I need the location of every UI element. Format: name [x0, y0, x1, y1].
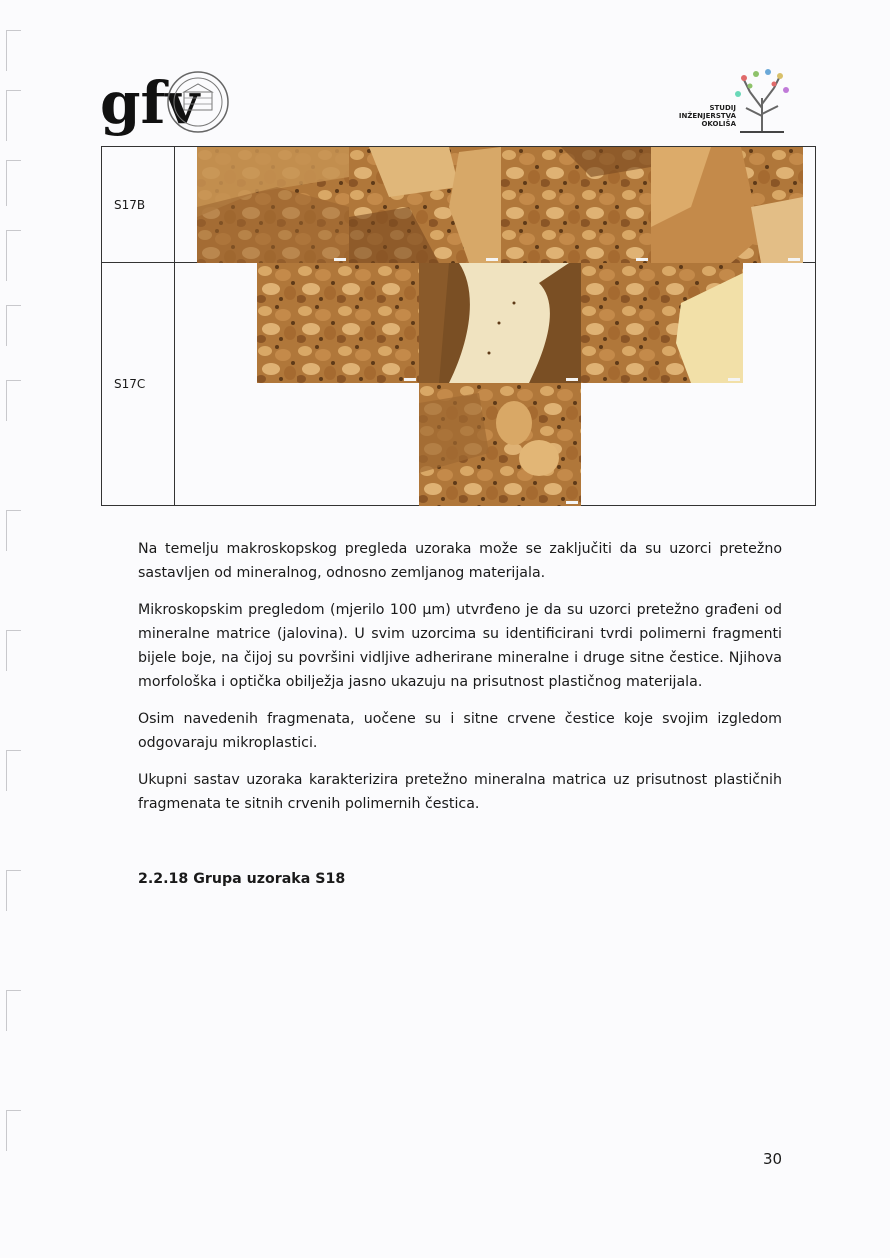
- paragraph: Osim navedenih fragmenata, uočene su i sitne crvene čestice koje svojim izgledom odgovaraju mikroplastici.: [138, 711, 782, 751]
- sample-table: [101, 146, 816, 506]
- paragraph: Mikroskopskim pregledom (mjerilo 100 µm) utvrđeno je da su uzorci pretežno građeni od mineralne matrice (jalovina). U svim uzorcima su identificirani tvrdi polimerni fragmenti bijele boje, na čijoj su površini vidljive adherirane mineralne i druge sitne čestice. Njihova morfološka i optička obilježja jasno ukazuju na prisutnost plastičnog materijala.: [138, 602, 782, 690]
- micrograph-image: [651, 147, 803, 263]
- logo-line-1: STUDIJ: [709, 104, 736, 112]
- logo-line-2: INŽENJERSTVA: [678, 112, 736, 120]
- table-row: [102, 263, 816, 506]
- page-number: 30: [763, 1150, 783, 1168]
- micrograph-image: [197, 147, 349, 263]
- micrograph-image: [581, 263, 743, 383]
- sample-label: S17C: [102, 263, 175, 506]
- micrograph-image: [349, 147, 501, 263]
- body-text: [138, 537, 782, 829]
- logo-wordmark: gfv: [100, 69, 200, 137]
- sample-label: S17B: [102, 147, 175, 263]
- micrograph-image: [419, 263, 581, 383]
- table-row: [102, 147, 816, 263]
- section-heading: 2.2.18 Grupa uzoraka S18: [138, 871, 346, 887]
- tree-icon: [734, 68, 790, 134]
- micrograph-cell: [175, 263, 816, 506]
- micrograph-cell: [175, 147, 816, 263]
- paragraph: Ukupni sastav uzoraka karakterizira pretežno mineralna matrica uz prisutnost plastičnih fragmenata te sitnih crvenih polimernih čestica.: [138, 772, 782, 812]
- study-program-logo: [652, 68, 796, 136]
- micrograph-image: [501, 147, 651, 263]
- micrograph-image: [419, 383, 581, 506]
- paragraph: Na temelju makroskopskog pregleda uzoraka može se zaključiti da su uzorci pretežno sastavljen od mineralnog, odnosno zemljanog materijala.: [138, 541, 782, 581]
- faculty-logo: [100, 68, 234, 138]
- logo-line-3: OKOLIŠA: [701, 120, 736, 128]
- binding-marks: [6, 30, 26, 1240]
- micrograph-image: [257, 263, 419, 383]
